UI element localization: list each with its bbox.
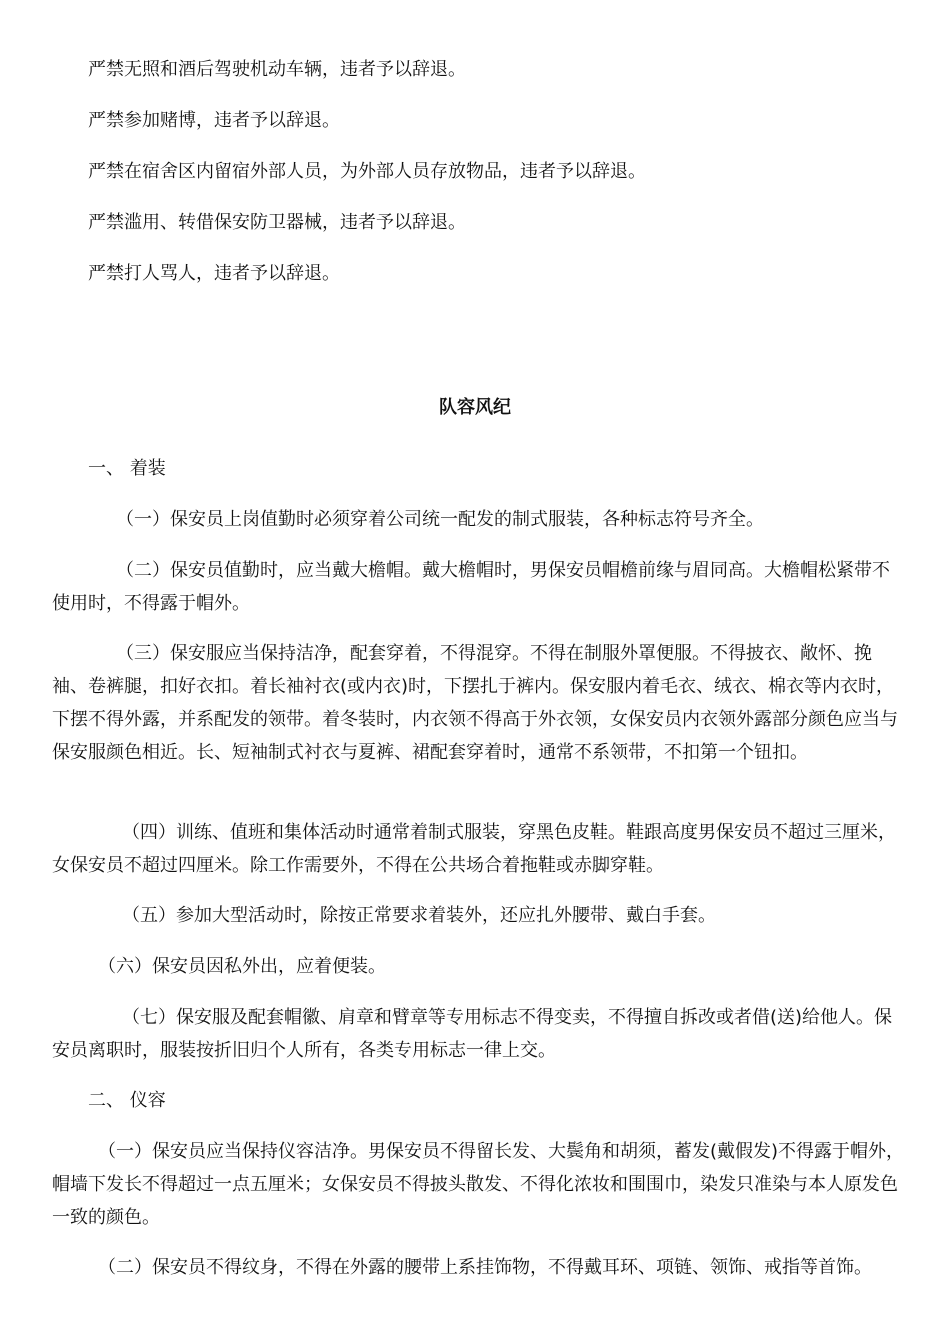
clothing-item-7: （七）保安服及配套帽徽、肩章和臂章等专用标志不得变卖，不得擅自拆改或者借(送)给他人。保安员离职时，服装按折旧归个人所有，各类专用标志一律上交。: [52, 1007, 893, 1061]
prohibition-4: 严禁滥用、转借保安防卫器械，违者予以辞退。: [88, 212, 466, 233]
section2-heading: 二、 仪容: [88, 1090, 166, 1111]
appearance-item-2: （二）保安员不得纹身，不得在外露的腰带上系挂饰物，不得戴耳环、项链、领饰、戒指等首饰。: [98, 1257, 872, 1278]
section-title: 队容风纪: [439, 397, 511, 418]
prohibition-3: 严禁在宿舍区内留宿外部人员，为外部人员存放物品，违者予以辞退。: [88, 161, 646, 182]
clothing-item-5: （五）参加大型活动时，除按正常要求着装外，还应扎外腰带、戴白手套。: [122, 905, 716, 926]
prohibition-1: 严禁无照和酒后驾驶机动车辆，违者予以辞退。: [88, 59, 466, 80]
prohibition-2: 严禁参加赌博，违者予以辞退。: [88, 110, 340, 131]
prohibition-5: 严禁打人骂人，违者予以辞退。: [88, 263, 340, 284]
section1-heading: 一、 着装: [88, 458, 166, 479]
clothing-item-6: （六）保安员因私外出，应着便装。: [98, 956, 386, 977]
clothing-item-1: （一）保安员上岗值勤时必须穿着公司统一配发的制式服装，各种标志符号齐全。: [116, 509, 764, 530]
clothing-item-4: （四）训练、值班和集体活动时通常着制式服装，穿黑色皮鞋。鞋跟高度男保安员不超过三厘米，女保安员不超过四厘米。除工作需要外，不得在公共场合着拖鞋或赤脚穿鞋。: [52, 822, 896, 876]
clothing-item-3: （三）保安服应当保持洁净，配套穿着，不得混穿。不得在制服外罩便服。不得披衣、敞怀、挽袖、卷裤腿，扣好衣扣。着长袖衬衣(或内衣)时，下摆扎于裤内。保安服内着毛衣、绒衣、棉衣等内衣时，下摆不得外露，并系配发的领带。着冬装时，内衣领不得高于外衣领，女保安员内衣领外露部分颜色应当与保安服颜色相近。长、短袖制式衬衣与夏裤、裙配套穿着时，通常不系领带，不扣第一个钮扣。: [52, 643, 898, 763]
clothing-item-2: （二）保安员值勤时，应当戴大檐帽。戴大檐帽时，男保安员帽檐前缘与眉同高。大檐帽松紧带不使用时，不得露于帽外。: [52, 560, 890, 614]
appearance-item-1: （一）保安员应当保持仪容洁净。男保安员不得留长发、大鬓角和胡须，蓄发(戴假发)不得露于帽外，帽墙下发长不得超过一点五厘米；女保安员不得披头散发、不得化浓妆和围围巾，染发只准染与本人原发色一致的颜色。: [52, 1141, 905, 1228]
